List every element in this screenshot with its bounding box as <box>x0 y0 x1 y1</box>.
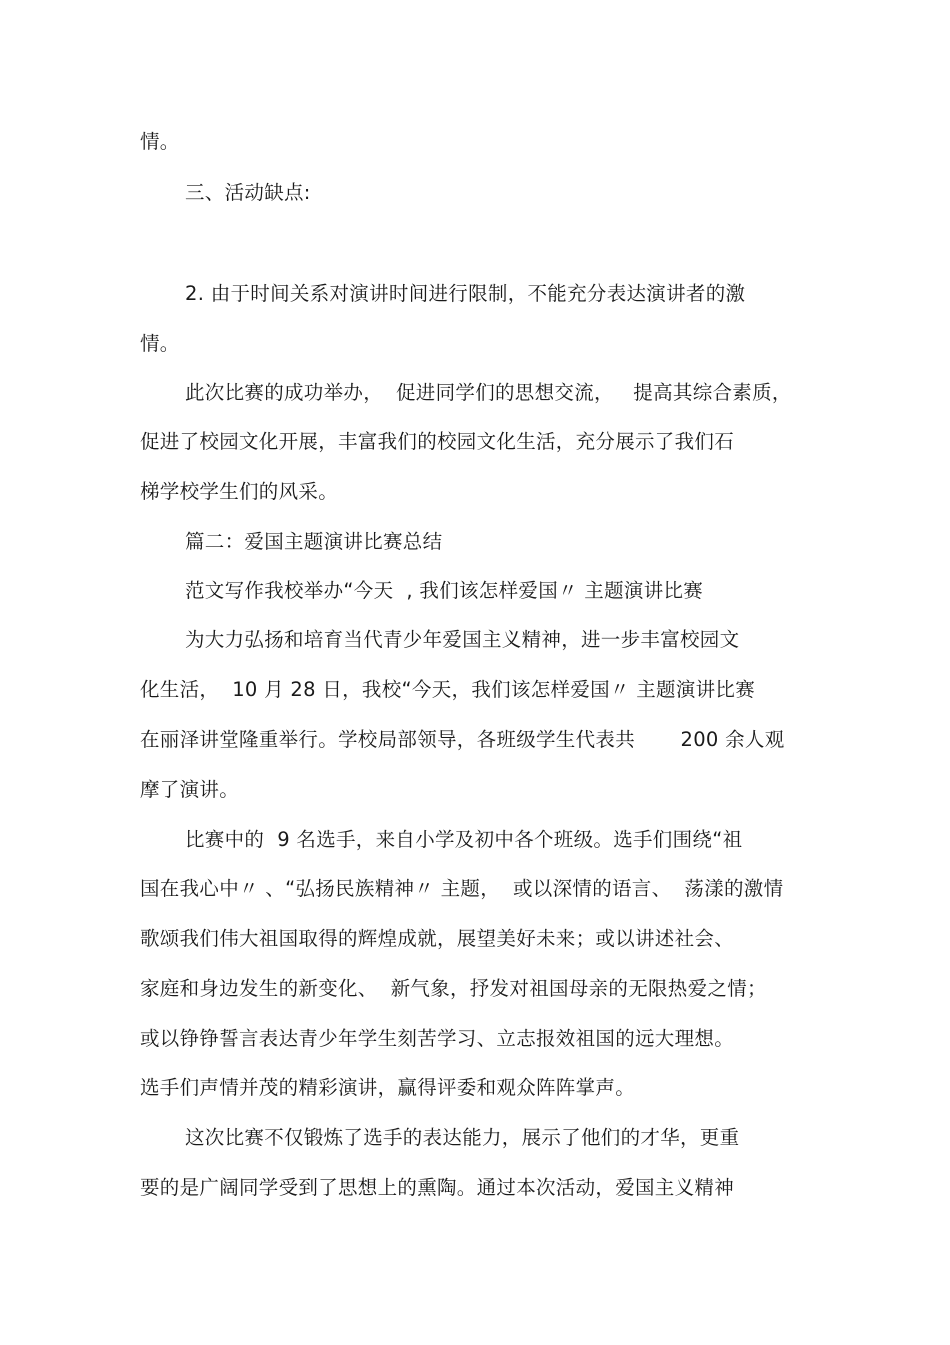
paragraph-line: 情。 <box>140 130 180 153</box>
paragraph-line: 2. 由于时间关系对演讲时间进行限制，不能充分表达演讲者的激 <box>185 282 746 305</box>
paragraph-line: 促进了校园文化开展，丰富我们的校园文化生活，充分展示了我们石 <box>140 430 735 453</box>
paragraph-line: 范文写作我校举办“今天 , 我们该怎样爱国〃 主题演讲比赛 <box>185 579 704 602</box>
paragraph-line: 摩了演讲。 <box>140 778 240 801</box>
paragraph-line: 此次比赛的成功举办， 促进同学们的思想交流， 提高其综合素质， <box>185 381 792 404</box>
paragraph-line: 家庭和身边发生的新变化、 新气象，抒发对祖国母亲的无限热爱之情； <box>140 977 767 1000</box>
paragraph-line: 这次比赛不仅锻炼了选手的表达能力，展示了他们的才华，更重 <box>185 1126 740 1149</box>
section-heading: 三、活动缺点: <box>185 181 311 204</box>
paragraph-line: 或以铮铮誓言表达青少年学生刻苦学习、立志报效祖国的远大理想。 <box>140 1027 735 1050</box>
paragraph-line: 比赛中的 9 名选手，来自小学及初中各个班级。选手们围绕“祖 <box>185 828 743 851</box>
paragraph-line: 国在我心中〃 、“弘扬民族精神〃 主题， 或以深情的语言、 荡漾的激情 <box>140 877 784 900</box>
paragraph-line: 歌颂我们伟大祖国取得的辉煌成就，展望美好未来；或以讲述社会、 <box>140 927 735 950</box>
paragraph-line: 化生活， 10 月 28 日，我校“今天，我们该怎样爱国〃 主题演讲比赛 <box>140 678 756 701</box>
section-heading: 篇二：爱国主题演讲比赛总结 <box>185 530 443 553</box>
paragraph-line: 在丽泽讲堂隆重举行。学校局部领导，各班级学生代表共 200 余人观 <box>140 728 785 751</box>
paragraph-line: 情。 <box>140 332 180 355</box>
paragraph-line: 选手们声情并茂的精彩演讲，赢得评委和观众阵阵掌声。 <box>140 1076 636 1099</box>
paragraph-line: 为大力弘扬和培育当代青少年爱国主义精神，进一步丰富校园文 <box>185 628 740 651</box>
paragraph-line: 要的是广阔同学受到了思想上的熏陶。通过本次活动，爱国主义精神 <box>140 1176 735 1199</box>
paragraph-line: 梯学校学生们的风采。 <box>140 480 339 503</box>
